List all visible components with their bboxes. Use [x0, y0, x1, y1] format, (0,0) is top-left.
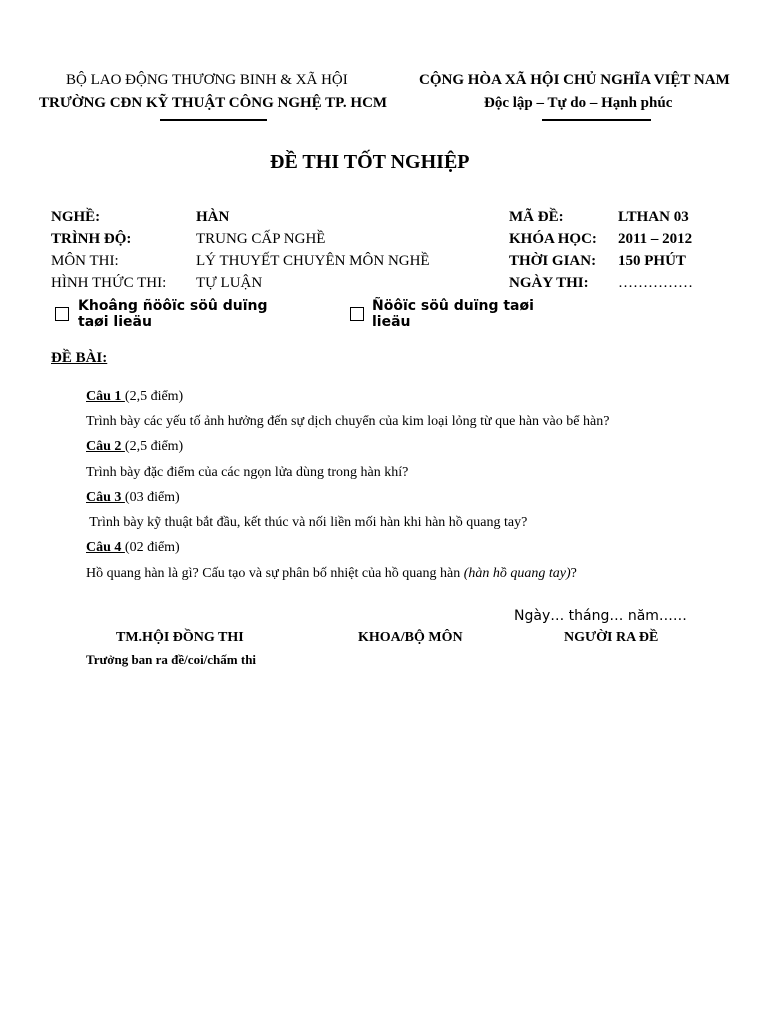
signature-author: NGƯỜI RA ĐỀ	[564, 630, 659, 645]
mon-thi-value: LÝ THUYẾT CHUYÊN MÔN NGHỀ	[196, 253, 430, 269]
question-3-text: Trình bày kỹ thuật bắt đầu, kết thúc và nối liền mối hàn khi hàn hồ quang tay?	[86, 515, 528, 530]
nghe-label: NGHỀ:	[51, 209, 101, 225]
ngay-thi-label: NGÀY THI:	[509, 275, 589, 291]
khoa-hoc-value: 2011 – 2012	[618, 231, 693, 247]
question-1-header	[86, 389, 183, 405]
question-4-text-end: ?	[570, 566, 577, 581]
hinh-thuc-value: TỰ LUẬN	[196, 275, 263, 291]
no-materials-checkbox[interactable]	[55, 307, 69, 321]
question-4-text-italic: (hàn hồ quang tay)	[463, 566, 571, 581]
ministry-name: BỘ LAO ĐỘNG THƯƠNG BINH & XÃ HỘI	[66, 72, 348, 88]
question-2-label: Câu 2	[86, 439, 125, 454]
header-right-rule	[542, 119, 651, 121]
nghe-value: HÀN	[196, 209, 230, 225]
thoi-gian-label: THỜI GIAN:	[509, 253, 597, 269]
mon-thi-label: MÔN THI:	[51, 253, 119, 269]
question-4-label: Câu 4	[86, 540, 125, 555]
materials-allowed-label: Ñöôïc söû duïng taøi lieäu	[372, 298, 534, 330]
signature-department: KHOA/BỘ MÔN	[358, 630, 463, 645]
motto: Độc lập – Tự do – Hạnh phúc	[484, 95, 673, 111]
question-4-text	[86, 566, 577, 582]
exam-title: ĐỀ THI TỐT NGHIỆP	[270, 151, 470, 173]
materials-allowed-checkbox[interactable]	[350, 307, 364, 321]
question-2-points: (2,5 điểm)	[124, 439, 184, 454]
trinh-do-label: TRÌNH ĐỘ:	[51, 231, 132, 247]
question-2-text: Trình bày đặc điểm của các ngọn lửa dùng trong hàn khí?	[86, 465, 409, 480]
de-bai-heading: ĐỀ BÀI:	[51, 350, 108, 366]
question-1-points: (2,5 điểm)	[124, 389, 184, 404]
trinh-do-value: TRUNG CẤP NGHỀ	[196, 231, 326, 247]
school-name: TRƯỜNG CĐN KỸ THUẬT CÔNG NGHỆ TP. HCM	[39, 95, 388, 111]
question-4-header	[86, 540, 180, 556]
ma-de-label: MÃ ĐỀ:	[509, 209, 564, 225]
khoa-hoc-label: KHÓA HỌC:	[509, 231, 597, 247]
question-4-text-main: Hồ quang hàn là gì? Cấu tạo và sự phân bố nhiệt của hồ quang hàn	[86, 566, 464, 581]
signature-council: TM.HỘI ĐỒNG THI	[116, 630, 244, 645]
question-1-text: Trình bày các yếu tố ảnh hưởng đến sự dịch chuyển của kim loại lỏng từ que hàn vào bể hàn?	[86, 414, 610, 429]
date-line: Ngày… tháng… năm……	[514, 608, 687, 624]
header-left-rule	[160, 119, 267, 121]
question-3-points: (03 điểm)	[124, 490, 180, 505]
hinh-thuc-label: HÌNH THỨC THI:	[51, 275, 167, 291]
thoi-gian-value: 150 PHÚT	[618, 253, 686, 269]
country-name: CỘNG HÒA XÃ HỘI CHỦ NGHĨA VIỆT NAM	[419, 72, 730, 88]
question-4-points: (02 điểm)	[124, 540, 180, 555]
question-2-header	[86, 439, 183, 455]
question-3-label: Câu 3	[86, 490, 125, 505]
ngay-thi-value: ……………	[618, 275, 693, 291]
question-3-header	[86, 490, 180, 506]
no-materials-label: Khoâng ñöôïc söû duïng taøi lieäu	[78, 298, 268, 330]
signature-council-sub: Trưởng ban ra đề/coi/chấm thi	[86, 652, 257, 667]
question-1-label: Câu 1	[86, 389, 125, 404]
ma-de-value: LTHAN 03	[618, 209, 689, 225]
